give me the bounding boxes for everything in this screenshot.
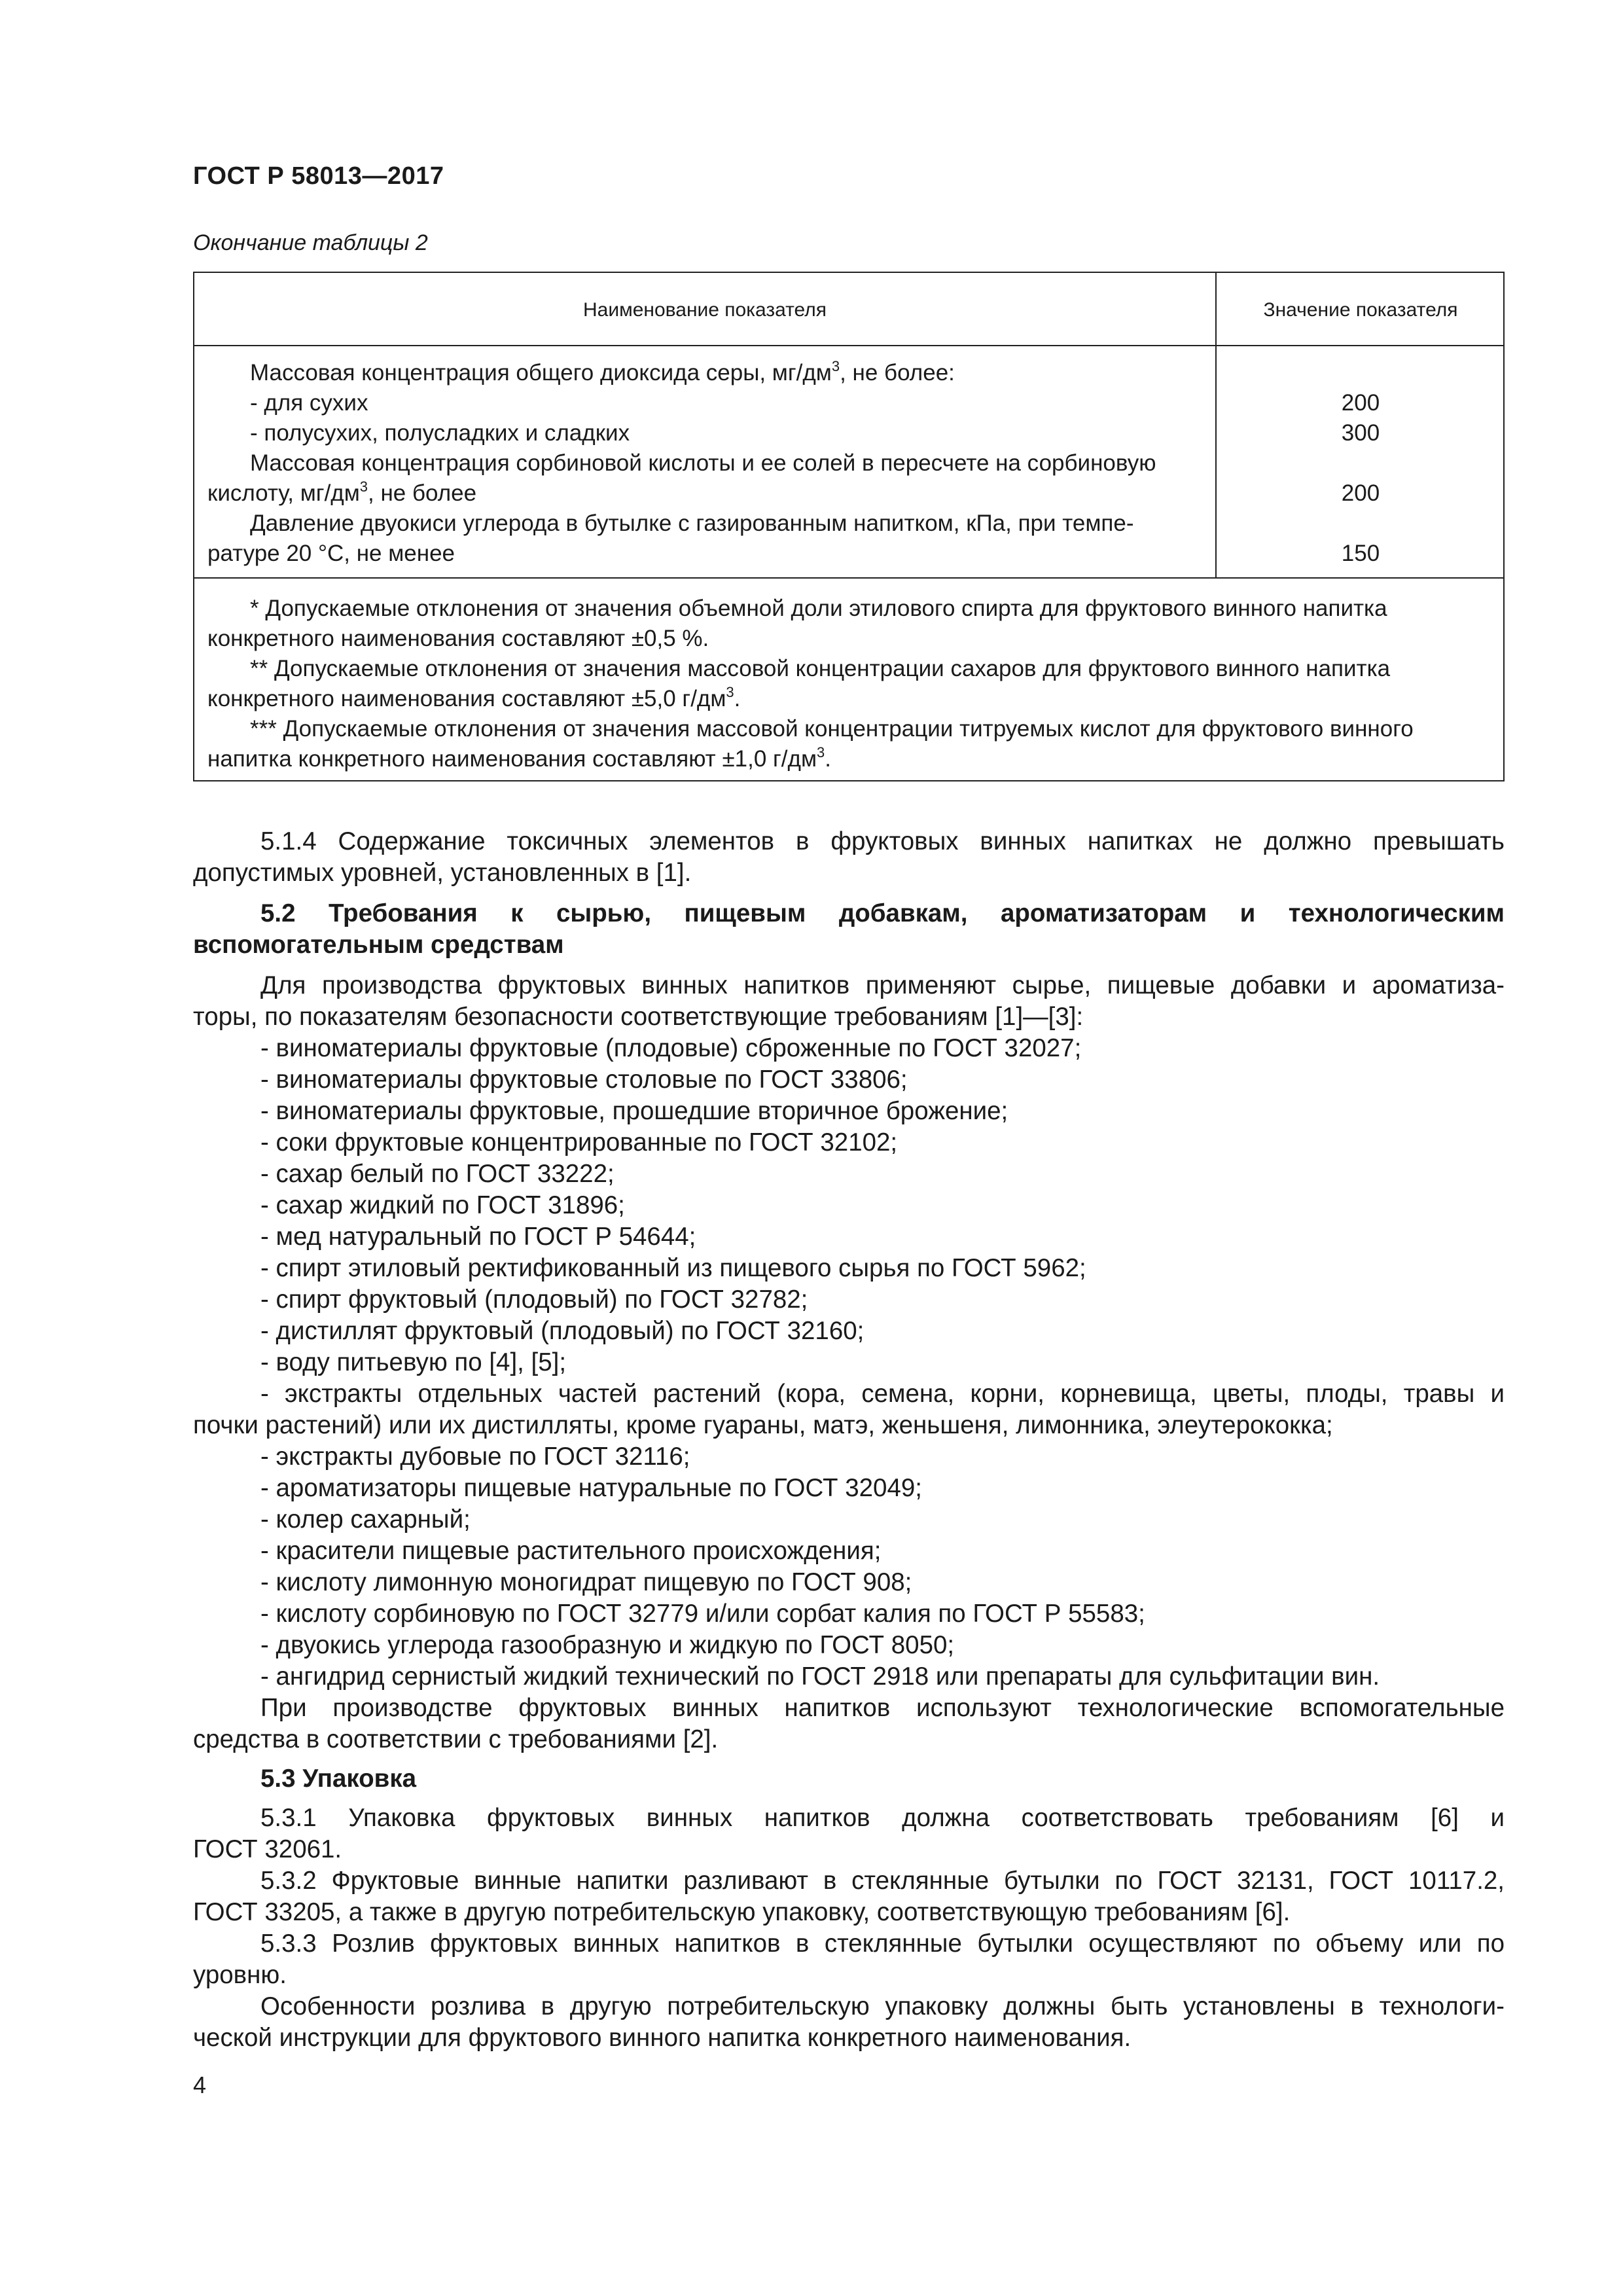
- section-5-3-heading: 5.3 Упаковка: [260, 1765, 416, 1793]
- column-header-name: Наименование показателя: [583, 299, 827, 321]
- paragraph-aux-line1: При производстве фруктовых винных напитков используют технологические вспомогательные: [260, 1694, 1505, 1722]
- list-item: - дистиллят фруктовый (плодовый) по ГОСТ 32160;: [260, 1317, 865, 1345]
- paragraph-5-3-3-line2: уровню.: [193, 1961, 287, 1989]
- row-sorbic-label-line1: Массовая концентрация сорбиновой кислоты и ее солей в пересчете на сорбиновую: [250, 450, 1156, 476]
- list-item: - двуокись углерода газообразную и жидкую по ГОСТ 8050;: [260, 1631, 955, 1659]
- list-item: - колер сахарный;: [260, 1505, 471, 1534]
- row-sorbic-value: 200: [1341, 480, 1380, 506]
- footnote-3-line1: *** Допускаемые отклонения от значения массовой концентрации титруемых кислот для фруктового винного: [250, 716, 1414, 742]
- paragraph-aux-line2: средства в соответствии с требованиями [2].: [193, 1725, 719, 1753]
- paragraph-5-2-line1: Для производства фруктовых винных напитков применяют сырье, пищевые добавки и ароматиза-: [260, 971, 1505, 999]
- paragraph-5-3-2-line2: ГОСТ 33205, а также в другую потребительскую упаковку, соответствующую требованиям [6].: [193, 1898, 1291, 1926]
- list-item: - мед натуральный по ГОСТ Р 54644;: [260, 1223, 696, 1251]
- list-item: - экстракты дубовые по ГОСТ 32116;: [260, 1443, 690, 1471]
- page-number: 4: [193, 2072, 207, 2098]
- row-sorbic-label-line2: кислоту, $мг/дм^3$, не более: [207, 478, 477, 506]
- list-item: - виноматериалы фруктовые, прошедшие вторичное брожение;: [260, 1097, 1008, 1125]
- table-footnote-divider: [194, 577, 1503, 579]
- table-header-divider: [194, 345, 1503, 346]
- list-item: - воду питьевую по [4], [5];: [260, 1348, 567, 1376]
- row-co2-label-line1: Давление двуокиси углерода в бутылке с газированным напитком, кПа, при темпе-: [250, 511, 1134, 536]
- footnote-1-line1: * Допускаемые отклонения от значения объемной доли этилового спирта для фруктового винного напитка: [250, 596, 1387, 621]
- list-item: - сахар белый по ГОСТ 33222;: [260, 1160, 615, 1188]
- list-item-extracts-line2: почки растений) или их дистилляты, кроме гуараны, матэ, женьшеня, лимонника, элеутерококка;: [193, 1411, 1333, 1439]
- section-5-2-heading-line2: вспомогательным средствам: [193, 931, 564, 959]
- paragraph-5-1-4-line2: допустимых уровней, установленных в [1].: [193, 859, 692, 887]
- paragraph-5-3-1-line1: 5.3.1 Упаковка фруктовых винных напитков должна соответствовать требованиям [6] и: [260, 1804, 1505, 1832]
- list-item: - сахар жидкий по ГОСТ 31896;: [260, 1191, 625, 1219]
- list-item: - кислоту лимонную моногидрат пищевую по ГОСТ 908;: [260, 1568, 912, 1596]
- footnote-2-line2: конкретного наименования составляют ±5,0 $г/дм^3$.: [207, 684, 741, 711]
- list-item: - соки фруктовые концентрированные по ГОСТ 32102;: [260, 1128, 898, 1157]
- section-5-2-heading-line1: 5.2 Требования к сырью, пищевым добавкам, ароматизаторам и технологическим: [260, 899, 1505, 927]
- paragraph-5-3-2-line1: 5.3.2 Фруктовые винные напитки разливают в стеклянные бутылки по ГОСТ 32131, ГОСТ 10117.2,: [260, 1867, 1505, 1895]
- paragraph-5-2-line2: торы, по показателям безопасности соответствующие требованиям [1]—[3]:: [193, 1003, 1084, 1031]
- list-item: - спирт фруктовый (плодовый) по ГОСТ 32782;: [260, 1285, 808, 1314]
- list-item: - виноматериалы фруктовые столовые по ГОСТ 33806;: [260, 1066, 908, 1094]
- document-header: ГОСТ Р 58013—2017: [193, 162, 444, 190]
- paragraph-last-line2: ческой инструкции для фруктового винного напитка конкретного наименования.: [193, 2024, 1132, 2052]
- paragraph-5-3-3-line1: 5.3.3 Розлив фруктовых винных напитков в стеклянные бутылки осуществляют по объему или по: [260, 1929, 1505, 1958]
- paragraph-5-1-4-line1: 5.1.4 Содержание токсичных элементов в фруктовых винных напитках не должно превышать: [260, 827, 1505, 855]
- row-so2-label: Массовая концентрация общего диоксида серы, $мг/дм^3$, не более:: [250, 358, 955, 386]
- list-item: - спирт этиловый ректификованный из пищевого сырья по ГОСТ 5962;: [260, 1254, 1086, 1282]
- list-item: - ароматизаторы пищевые натуральные по ГОСТ 32049;: [260, 1474, 922, 1502]
- row-dry-label: - для сухих: [250, 390, 368, 416]
- list-item: - виноматериалы фруктовые (плодовые) сброженные по ГОСТ 32027;: [260, 1034, 1082, 1062]
- footnote-1-line2: конкретного наименования составляют ±0,5 %.: [207, 626, 709, 651]
- footnote-3-line2: напитка конкретного наименования составляют ±1,0 $г/дм^3$.: [207, 744, 831, 772]
- paragraph-last-line1: Особенности розлива в другую потребительскую упаковку должны быть установлены в технологи-: [260, 1992, 1505, 2020]
- row-co2-label-line2: ратуре 20 °С, не менее: [207, 541, 455, 566]
- list-item: - красители пищевые растительного происхождения;: [260, 1537, 882, 1565]
- list-item: - кислоту сорбиновую по ГОСТ 32779 и/или сорбат калия по ГОСТ Р 55583;: [260, 1600, 1145, 1628]
- list-item: - ангидрид сернистый жидкий технический по ГОСТ 2918 или препараты для сульфитации вин.: [260, 1662, 1380, 1691]
- footnote-2-line1: ** Допускаемые отклонения от значения массовой концентрации сахаров для фруктового винного напитка: [250, 656, 1391, 681]
- column-header-value: Значение показателя: [1263, 299, 1458, 321]
- row-semi-value: 300: [1341, 420, 1380, 446]
- row-dry-value: 200: [1341, 390, 1380, 416]
- table-caption: Окончание таблицы 2: [193, 230, 428, 255]
- paragraph-5-3-1-line2: ГОСТ 32061.: [193, 1835, 342, 1863]
- row-semi-label: - полусухих, полусладких и сладких: [250, 420, 630, 446]
- row-co2-value: 150: [1341, 541, 1380, 566]
- list-item-extracts-line1: - экстракты отдельных частей растений (кора, семена, корни, корневища, цветы, плоды, травы и: [260, 1380, 1505, 1408]
- indicators-table: [193, 272, 1505, 781]
